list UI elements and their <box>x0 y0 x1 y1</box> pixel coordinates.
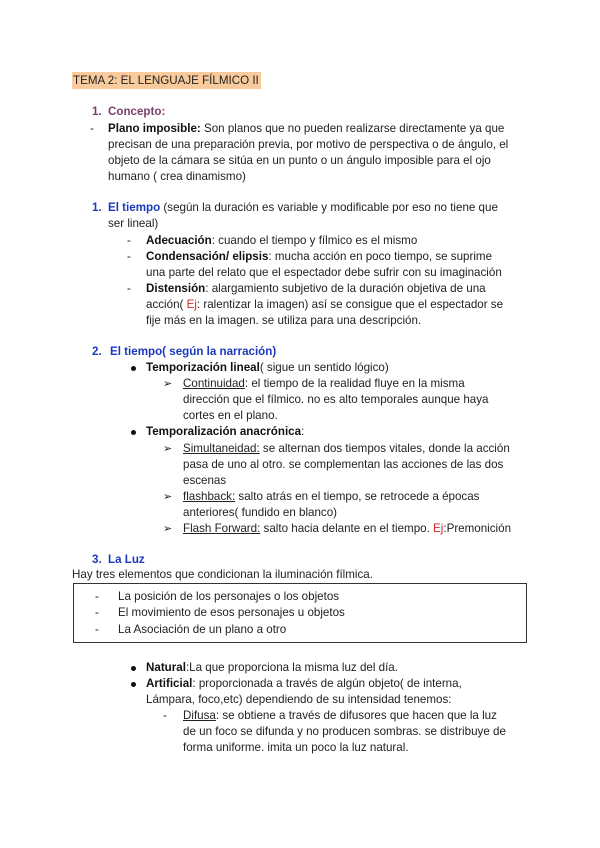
difusa-dash: - <box>163 709 167 722</box>
tiempo1-line-2: ser lineal) <box>108 217 159 230</box>
artificial-term: Artificial <box>146 677 193 690</box>
artificial-line-2: Lámpara, foco,etc) dependiendo de su intensidad tenemos: <box>146 693 452 706</box>
adecuacion-dash: - <box>127 234 131 247</box>
box-item-text: El movimiento de esos personajes u objetos <box>118 606 345 619</box>
section-tiempo1-heading: El tiempo <box>108 201 161 214</box>
anacronica-line <box>146 424 304 440</box>
simultaneidad-text-1: se alternan dos tiempos vitales, donde la acción <box>259 442 510 455</box>
simultaneidad-line-1 <box>183 441 510 457</box>
distension-text-1: : alargamiento subjetivo de la duración objetiva de una <box>205 282 486 295</box>
flashback-line-2: anteriores( fundido en blanco) <box>183 506 338 519</box>
luz-intro: Hay tres elementos que condicionan la iluminación fílmica. <box>72 568 373 581</box>
anacronica-term: Temporalización anacrónica <box>146 425 302 438</box>
distension-text-2b: : ralentizar la imagen) así se consigue que el espectador se <box>196 298 504 311</box>
continuidad-line-3: cortes en el plano. <box>183 409 278 422</box>
flashforward-arrow-icon: ➢ <box>163 523 173 535</box>
continuidad-term: Continuidad <box>183 377 245 390</box>
distension-line-3: fije más en la imagen. se utiliza para una descripción. <box>146 314 422 327</box>
section-concepto-number: 1. <box>92 105 102 118</box>
box-item-dash: - <box>95 623 99 636</box>
difusa-term: Difusa <box>183 709 216 722</box>
distension-ej: Ej <box>186 298 197 311</box>
distension-line-1 <box>146 281 486 297</box>
flashforward-premonicion: :Premonición <box>443 522 512 535</box>
simultaneidad-line-2: pasa de uno al otro. se complementan las acciones de las dos <box>183 458 504 471</box>
flashforward-term: Flash Forward: <box>183 522 261 535</box>
tiempo1-line-1 <box>108 200 498 216</box>
adecuacion-text: : cuando el tiempo y fílmico es el mismo <box>211 234 418 247</box>
section-luz-number: 3. <box>92 553 102 566</box>
section-luz-heading: La Luz <box>108 553 145 566</box>
distension-text-2a: acción( <box>146 298 187 311</box>
condensacion-line-2: una parte del relato que el espectador debe sufrir con su imaginación <box>146 266 502 279</box>
simultaneidad-arrow-icon: ➢ <box>163 443 173 455</box>
adecuacion-term: Adecuación <box>146 234 212 247</box>
natural-line <box>146 660 398 676</box>
lineal-bullet-icon <box>131 366 136 371</box>
lineal-term: Temporización lineal <box>146 361 260 374</box>
section-tiempo1-number: 1. <box>92 201 102 214</box>
box-item-dash: - <box>95 606 99 619</box>
difusa-line-2: de un foco se difunda y no producen sombras. se distribuye de <box>183 725 506 738</box>
lineal-rest: ( sigue un sentido lógico) <box>259 361 389 374</box>
flashforward-ej: Ej <box>433 522 444 535</box>
flashback-arrow-icon: ➢ <box>163 491 173 503</box>
condensacion-term: Condensación/ elipsis <box>146 250 269 263</box>
flashforward-line <box>183 521 511 537</box>
continuidad-line-2: dirección que el fílmico. no es alto temporales aunque haya <box>183 393 489 406</box>
difusa-line-1 <box>183 708 497 724</box>
difusa-text-1: : se obtiene a través de difusores que hacen que la luz <box>215 709 497 722</box>
condensacion-text-1: : mucha acción en poco tiempo, se suprime <box>268 250 493 263</box>
distension-term: Distensión <box>146 282 206 295</box>
flashback-text-1: salto atrás en el tiempo, se retrocede a épocas <box>235 490 480 503</box>
artificial-bullet-icon <box>131 682 136 687</box>
document-title: TEMA 2: EL LENGUAJE FÍLMICO II <box>73 74 259 87</box>
concepto-line-4: humano ( crea dinamismo) <box>108 170 246 183</box>
anacronica-bullet-icon <box>131 430 136 435</box>
distension-dash: - <box>127 282 131 295</box>
box-item-text: La posición de los personajes o los objetos <box>118 590 340 603</box>
tiempo1-rest-1: (según la duración es variable y modificable por eso no tiene que <box>160 201 498 214</box>
section-tiempo2-number: 2. <box>92 345 102 358</box>
simultaneidad-term: Simultaneidad: <box>183 442 260 455</box>
luz-elements-box <box>73 583 527 643</box>
condensacion-line-1 <box>146 249 492 265</box>
artificial-line-1 <box>146 676 462 692</box>
artificial-text-1: : proporcionada a través de algún objeto( de interna, <box>192 677 462 690</box>
continuidad-text-1: : el tiempo de la realidad fluye en la misma <box>244 377 465 390</box>
difusa-line-3: forma uniforme. imita un poco la luz natural. <box>183 741 409 754</box>
flashforward-text: salto hacia delante en el tiempo. <box>260 522 434 535</box>
concepto-bullet: - <box>90 122 94 135</box>
concepto-text-1: Son planos que no pueden realizarse directamente ya que <box>200 122 505 135</box>
flashback-term: flashback: <box>183 490 236 503</box>
concepto-line-3: objeto de la cámara se sitúa en un punto o un ángulo imposible para el ojo <box>108 154 491 167</box>
concepto-line-1 <box>108 121 504 137</box>
lineal-line <box>146 360 389 376</box>
plano-imposible-term: Plano imposible: <box>108 122 201 135</box>
natural-term: Natural <box>146 661 186 674</box>
adecuacion-line <box>146 233 417 249</box>
section-tiempo2-heading: El tiempo( según la narración) <box>110 345 277 358</box>
simultaneidad-line-3: escenas <box>183 474 227 487</box>
continuidad-arrow-icon: ➢ <box>163 378 173 390</box>
condensacion-dash: - <box>127 250 131 263</box>
flashback-line-1 <box>183 489 479 505</box>
anacronica-rest: : <box>301 425 305 438</box>
natural-text: :La que proporciona la misma luz del día. <box>185 661 398 674</box>
natural-bullet-icon <box>131 666 136 671</box>
concepto-line-2: precisan de una preparación previa, por motivo de perspectiva o de ángulo, el <box>108 138 509 151</box>
continuidad-line-1 <box>183 376 465 392</box>
box-item-dash: - <box>95 590 99 603</box>
section-concepto-heading: Concepto: <box>108 105 166 118</box>
distension-line-2 <box>146 297 503 313</box>
box-item-text: La Asociación de un plano a otro <box>118 623 287 636</box>
